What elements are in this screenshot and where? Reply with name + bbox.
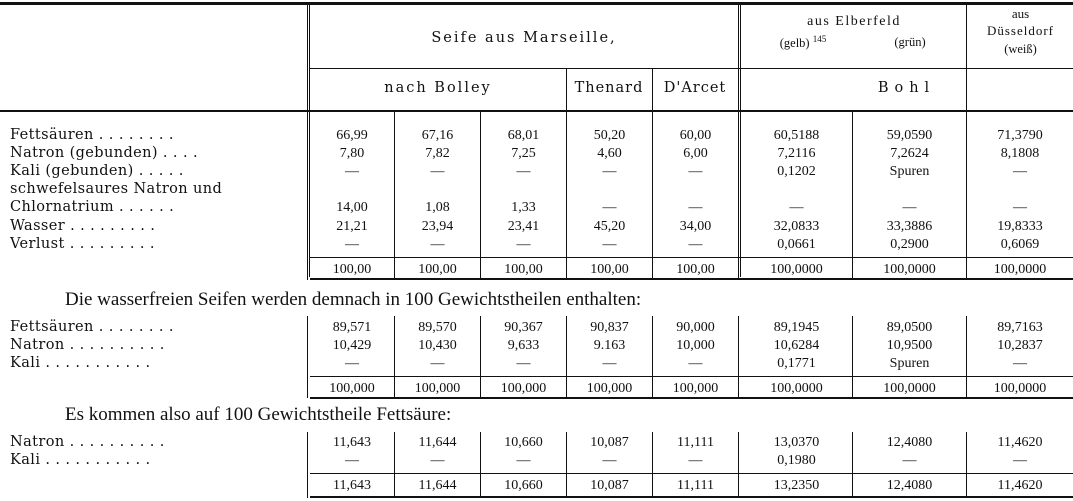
table-cell: — <box>789 200 804 215</box>
table-cell: 1,33 <box>511 200 536 215</box>
section-vline <box>394 432 395 498</box>
section-vline <box>652 112 653 280</box>
table-cell: — <box>430 453 445 468</box>
row-label: Chlornatrium . . . . . . <box>10 199 175 215</box>
total-cell: 100,00 <box>676 262 715 277</box>
section-vline <box>852 112 853 280</box>
table-cell: 11,644 <box>418 435 457 450</box>
section-vline <box>480 316 481 398</box>
table-cell: — <box>602 200 617 215</box>
sum-rule-long <box>310 257 1073 258</box>
header-duesseldorf-1: aus <box>1011 6 1030 21</box>
table-cell: 60,00 <box>679 128 712 143</box>
section-vline <box>738 316 739 398</box>
table-cell: 34,00 <box>679 219 712 234</box>
section-vline <box>394 316 395 398</box>
section-3-title: Es kommen also auf 100 Gewichtstheile Fettsäure: <box>65 404 452 425</box>
section-vline <box>480 112 481 280</box>
table-cell: 10,429 <box>332 338 372 353</box>
table-cell: — <box>602 453 617 468</box>
table-cell: 68,01 <box>507 128 540 143</box>
table-cell: 89,1945 <box>773 320 820 335</box>
table-cell: 10,000 <box>676 338 715 353</box>
table-cell: 11,111 <box>677 435 714 450</box>
table-cell: 14,00 <box>336 200 368 215</box>
top-rule <box>0 2 1073 5</box>
table-cell: 11,4620 <box>997 435 1043 450</box>
row-label: Natron . . . . . . . . . . <box>10 434 165 450</box>
row-label: Kali (gebunden) . . . . . <box>10 163 184 179</box>
section-vline <box>852 316 853 398</box>
table-cell: 0,1202 <box>777 164 816 179</box>
section-vline <box>852 432 853 498</box>
section-vline <box>652 432 653 498</box>
table-cell: 89,571 <box>332 320 372 335</box>
table-cell: 0,6069 <box>1000 237 1040 252</box>
table-cell: — <box>688 356 703 371</box>
table-cell: 50,20 <box>593 128 626 143</box>
table-cell: — <box>516 453 531 468</box>
total-cell: 100,000 <box>414 381 461 396</box>
table-cell: 7,2624 <box>890 146 929 161</box>
section-2-title: Die wasserfreien Seifen werden demnach in 100 Gewichtstheilen enthalten: <box>65 289 642 310</box>
table-cell: 7,80 <box>339 146 365 161</box>
table-cell: 90,367 <box>504 320 543 335</box>
section-bottom-rule <box>310 397 1073 399</box>
table-cell: — <box>1013 164 1027 179</box>
section-vline <box>566 432 567 498</box>
section-vline <box>307 112 308 280</box>
total-cell: 11,4620 <box>997 478 1043 493</box>
table-cell: 90,837 <box>590 320 629 335</box>
table-cell: — <box>688 164 703 179</box>
header-duesseldorf-3: (weiß) <box>1004 42 1037 56</box>
header-bottom-rule <box>0 110 1073 112</box>
section-vline <box>307 432 308 498</box>
table-cell: 67,16 <box>421 128 454 143</box>
total-cell: 100,00 <box>332 262 372 277</box>
table-cell: 8,1808 <box>1000 146 1040 161</box>
header-bolley: nach Bolley <box>384 80 492 96</box>
table-cell: 21,21 <box>336 219 368 234</box>
table-cell: 32,0833 <box>773 219 820 234</box>
total-cell: 100,0000 <box>993 262 1047 277</box>
total-cell: 100,0000 <box>883 381 936 396</box>
section-vline <box>566 316 567 398</box>
table-cell: Spuren <box>889 356 930 371</box>
table-cell: 1,08 <box>425 200 450 215</box>
header-duesseldorf-2: Düsseldorf <box>986 23 1055 38</box>
table-cell: 19,8333 <box>997 219 1043 234</box>
header-thenard: Thenard <box>574 80 644 96</box>
total-cell: 100,0000 <box>770 381 823 396</box>
table-cell: 10,2837 <box>997 338 1043 353</box>
table-cell: 0,2900 <box>890 237 929 252</box>
table-cell: 12,4080 <box>886 435 933 450</box>
table-cell: — <box>688 237 703 252</box>
table-cell: 7,25 <box>511 146 536 161</box>
table-cell: — <box>1013 356 1027 371</box>
row-label: schwefelsaures Natron und <box>10 181 223 197</box>
total-cell: 100,000 <box>500 381 547 396</box>
sum-rule-long <box>310 473 1073 474</box>
section-vline <box>307 316 308 398</box>
table-cell: 60,5188 <box>773 128 820 143</box>
vline-label <box>307 5 308 111</box>
total-cell: 100,000 <box>672 381 719 396</box>
table-cell: 23,94 <box>421 219 454 234</box>
total-cell: 100,0000 <box>770 262 823 277</box>
section-bottom-rule <box>310 278 1073 280</box>
section-bottom-rule <box>310 496 1073 498</box>
table-cell: — <box>516 164 531 179</box>
total-cell: 11,644 <box>418 478 457 493</box>
table-cell: 10,660 <box>504 435 543 450</box>
table-cell: 7,2116 <box>777 146 816 161</box>
table-cell: 9.163 <box>593 338 626 353</box>
table-cell: Spuren <box>889 164 930 179</box>
table-cell: 10,430 <box>418 338 457 353</box>
header-darcet: D'Arcet <box>663 80 727 96</box>
table-cell: 13,0370 <box>773 435 820 450</box>
table-cell: — <box>345 164 359 179</box>
table-cell: 89,7163 <box>997 320 1043 335</box>
total-cell: 11,643 <box>333 478 371 493</box>
row-label: Fettsäuren . . . . . . . . <box>10 127 174 143</box>
header-elberfeld-yellow-label: (gelb) <box>779 36 810 51</box>
table-cell: 33,3886 <box>886 219 933 234</box>
row-label: Natron . . . . . . . . . . <box>10 337 165 353</box>
table-cell: — <box>602 164 617 179</box>
table-cell: 89,570 <box>418 320 457 335</box>
section-vline <box>966 112 967 280</box>
total-cell: 10,660 <box>504 478 543 493</box>
table-cell: 0,0661 <box>777 237 816 252</box>
table-cell: 7,82 <box>425 146 450 161</box>
section-vline <box>966 316 967 398</box>
section-vline <box>566 112 567 280</box>
total-cell: 100,00 <box>418 262 457 277</box>
table-cell: 59,0590 <box>886 128 933 143</box>
header-elberfeld-green: (grün) <box>894 35 926 49</box>
footnote-ref: 145 <box>812 34 827 44</box>
header-bohl: Bohl <box>877 80 936 96</box>
table-cell: — <box>430 237 445 252</box>
table-cell: — <box>345 237 359 252</box>
row-label: Natron (gebunden) . . . . <box>10 145 198 161</box>
table-cell: — <box>688 200 703 215</box>
section-vline <box>394 112 395 280</box>
table-cell: 0,1980 <box>777 453 816 468</box>
section-vline <box>652 316 653 398</box>
table-cell: — <box>1013 453 1027 468</box>
section-vline <box>966 432 967 498</box>
table-cell: 4,60 <box>597 146 622 161</box>
total-cell: 100,0000 <box>883 262 936 277</box>
table-cell: — <box>1013 200 1027 215</box>
total-cell: 12,4080 <box>886 478 933 493</box>
total-cell: 100,0000 <box>993 381 1047 396</box>
table-cell: 45,20 <box>593 219 626 234</box>
header-elberfeld-yellow <box>758 34 848 51</box>
header-marseille: Seife aus Marseille, <box>431 30 617 46</box>
table-cell: — <box>516 356 531 371</box>
table-cell: — <box>345 356 359 371</box>
header-subrule <box>310 68 1073 69</box>
table-cell: 10,6284 <box>773 338 820 353</box>
row-label: Fettsäuren . . . . . . . . <box>10 319 174 335</box>
table-cell: — <box>430 356 445 371</box>
table-cell: — <box>430 164 445 179</box>
section-vline <box>480 432 481 498</box>
total-cell: 10,087 <box>590 478 629 493</box>
row-label: Verlust . . . . . . . . . <box>10 236 155 252</box>
table-cell: 66,99 <box>336 128 368 143</box>
table-cell: 9,633 <box>507 338 540 353</box>
total-cell: 100,00 <box>590 262 629 277</box>
table-cell: 90,000 <box>676 320 715 335</box>
table-cell: 0,1771 <box>777 356 816 371</box>
total-cell: 13,2350 <box>773 478 820 493</box>
table-cell: 71,3790 <box>997 128 1043 143</box>
section-vline <box>738 432 739 498</box>
section-vline <box>738 112 739 280</box>
table-cell: — <box>602 356 617 371</box>
row-label: Kali . . . . . . . . . . . <box>10 355 151 371</box>
row-label: Kali . . . . . . . . . . . <box>10 452 151 468</box>
table-cell: 10,087 <box>590 435 629 450</box>
table-cell: 23,41 <box>507 219 540 234</box>
table-cell: — <box>345 453 359 468</box>
total-cell: 100,000 <box>329 381 375 396</box>
table-cell: — <box>516 237 531 252</box>
table-cell: 89,0500 <box>886 320 933 335</box>
row-label: Wasser . . . . . . . . . <box>10 218 156 234</box>
total-cell: 100,00 <box>504 262 543 277</box>
table-cell: — <box>902 453 917 468</box>
total-cell: 11,111 <box>677 478 714 493</box>
vline-label2 <box>309 5 310 111</box>
table-cell: 11,643 <box>333 435 371 450</box>
table-cell: — <box>688 453 703 468</box>
table-cell: 6,00 <box>683 146 708 161</box>
sum-rule-long <box>310 376 1073 377</box>
total-cell: 100,000 <box>586 381 633 396</box>
header-elberfeld: aus Elberfeld <box>807 14 901 29</box>
table-cell: — <box>602 237 617 252</box>
table-cell: — <box>902 200 917 215</box>
table-cell: 10,9500 <box>886 338 933 353</box>
